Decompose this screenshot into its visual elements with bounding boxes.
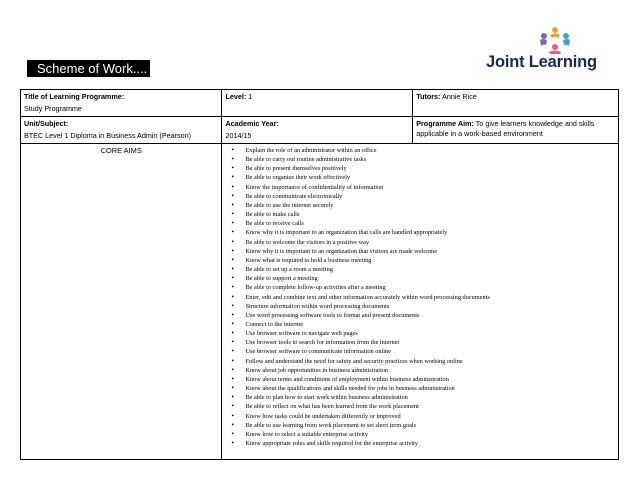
list-item: • Use browser software to navigate web pages: [231, 329, 615, 338]
list-item: • Be able to carry out routine administrative tasks: [231, 155, 615, 164]
list-item: • Know how tasks could be undertaken differently or improved: [231, 412, 615, 421]
list-item: • Be able to reflect on what has been learned from the work placement: [231, 402, 615, 411]
list-item: • Use word processing software tools to format and present documents: [231, 311, 615, 320]
year-value: 2014/15: [225, 131, 252, 140]
list-item: • Know why it is important to an organization that visitors are made welcome: [231, 247, 615, 256]
list-item: • Know the importance of confidentiality of information: [231, 183, 615, 192]
aim-label: Programme Aim:: [416, 119, 474, 128]
list-item: • Know about job opportunities in business administration: [231, 366, 615, 375]
unit-label: Unit/Subject:: [24, 119, 69, 128]
list-item: • Connect to the internet: [231, 320, 615, 329]
aim-value: To give learners knowledge and skills applicable in a work-based environment: [416, 119, 595, 138]
list-item: • Be able to welcome the visitors in a positive way: [231, 238, 615, 247]
tutors-cell: [413, 90, 619, 117]
joint-learning-logo: [486, 26, 606, 78]
list-item: • Be able to present themselves positively: [231, 164, 615, 173]
programme-value: Study Programme: [24, 104, 82, 113]
programme-cell: [21, 90, 222, 117]
list-item: • Be able to plan how to start work within business administration: [231, 393, 615, 402]
level-value: 1: [248, 92, 253, 101]
level-cell: [222, 90, 413, 117]
list-item: • Be able to receive calls: [231, 219, 615, 228]
year-label: Academic Year:: [225, 119, 279, 128]
list-item: • Be able to support a meeting: [231, 274, 615, 283]
list-item: • Use browser software to communicate information online: [231, 347, 615, 356]
list-item: • Know appropriate roles and skills required for the enterprise activity: [231, 439, 615, 448]
list-item: • Be able to make calls: [231, 210, 615, 219]
core-aims-label: CORE AIMS: [21, 144, 222, 460]
logo-text: Joint Learning: [486, 53, 597, 71]
list-item: • Know about terms and conditions of employment within business administration: [231, 375, 615, 384]
list-item: • Be able to organize their work effectively: [231, 173, 615, 182]
list-item: • Know why it is important to an organization that calls are handled appropriately: [231, 228, 615, 237]
tutors-value: Annie Rice: [442, 92, 477, 101]
page-title: Scheme of Work....: [27, 60, 150, 77]
tutors-label: Tutors:: [416, 92, 441, 101]
list-item: • Know what is required to hold a business meeting: [231, 256, 615, 265]
list-item: • Know how to select a suitable enterprise activity: [231, 430, 615, 439]
list-item: • Know about the qualifications and skills needed for jobs in business administration: [231, 384, 615, 393]
list-item: • Be able to use the internet securely: [231, 201, 615, 210]
list-item: • Be able to use learning from work placement to set short term goals: [231, 421, 615, 430]
list-item: • Be able to complete follow-up activities after a meeting: [231, 283, 615, 292]
list-item: • Be able to communicate electronically: [231, 192, 615, 201]
list-item: • Follow and understand the need for safety and security practices when working online: [231, 357, 615, 366]
core-aims-list: [225, 146, 615, 448]
table-row: [21, 90, 619, 117]
year-cell: [222, 117, 413, 144]
people-circle-icon: [536, 26, 574, 54]
unit-value: BTEC Level 1 Diploma in Business Admin (Pearson): [24, 131, 191, 140]
core-aims-cell: [222, 144, 619, 460]
aim-cell: [413, 117, 619, 144]
list-item: • Enter, edit and combine text and other information accurately within word processing documents: [231, 293, 615, 302]
programme-info-table: [20, 89, 619, 460]
table-row: [21, 144, 619, 460]
list-item: • Explain the role of an administrator within an office: [231, 146, 615, 155]
list-item: • Use browser tools to search for information from the internet: [231, 338, 615, 347]
level-label: Level:: [225, 92, 247, 101]
table-row: [21, 117, 619, 144]
unit-cell: [21, 117, 222, 144]
list-item: • Be able to set up a room a meeting: [231, 265, 615, 274]
programme-label: Title of Learning Programme:: [24, 92, 125, 101]
list-item: • Structure information within word processing documents: [231, 302, 615, 311]
